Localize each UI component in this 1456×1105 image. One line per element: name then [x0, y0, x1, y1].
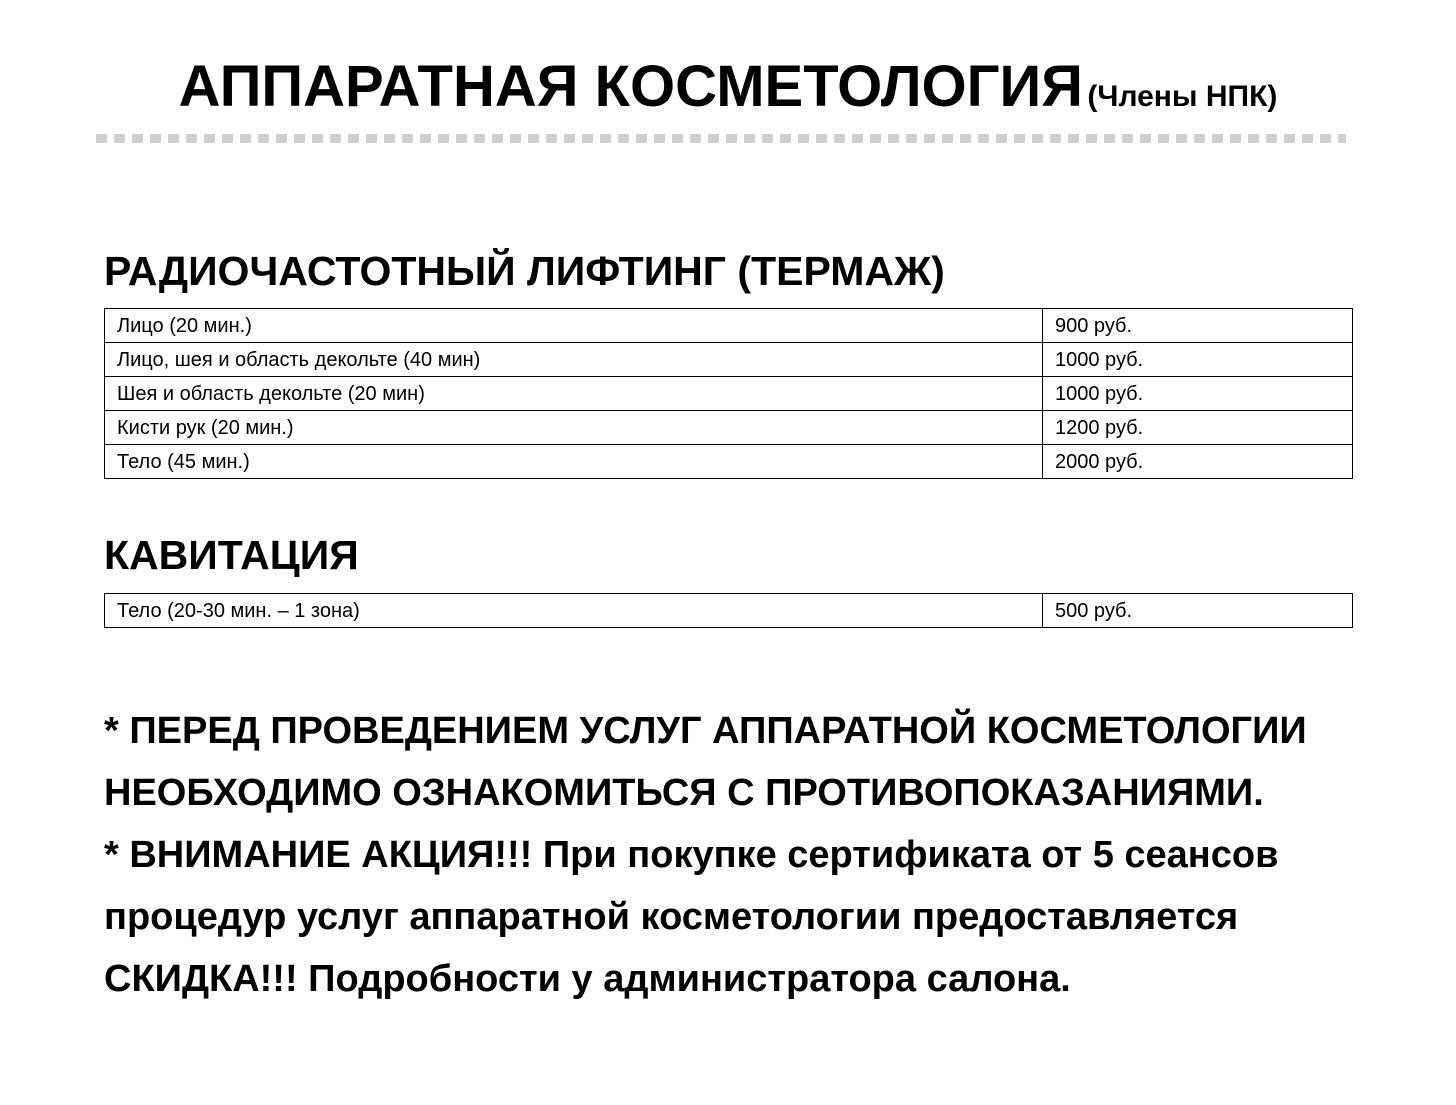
page-title-main: АППАРАТНАЯ КОСМЕТОЛОГИЯ [178, 54, 1083, 119]
table-row [105, 445, 1353, 479]
service-cell: Тело (45 мин.) [105, 445, 1043, 479]
price-cell: 1000 руб. [1043, 343, 1353, 377]
promotion-note: * ВНИМАНИЕ АКЦИЯ!!! При покупке сертификата от 5 сеансов процедур услуг аппаратной косметологии предоставляется СКИДКА!!! Подробности у администратора салона. [104, 834, 1279, 1000]
price-table-rf-lifting [104, 308, 1353, 479]
table-row [105, 594, 1353, 628]
table-row [105, 411, 1353, 445]
price-table-cavitation [104, 593, 1353, 628]
dotted-divider [96, 134, 1346, 143]
price-cell: 1000 руб. [1043, 377, 1353, 411]
notes-block [104, 700, 1354, 1010]
price-cell: 1200 руб. [1043, 411, 1353, 445]
service-cell: Шея и область декольте (20 мин) [105, 377, 1043, 411]
page-title-subtitle: (Члены НПК) [1087, 80, 1278, 113]
page-title [0, 54, 1456, 119]
section-heading-rf-lifting: РАДИОЧАСТОТНЫЙ ЛИФТИНГ (ТЕРМАЖ) [104, 248, 945, 294]
price-cell: 900 руб. [1043, 309, 1353, 343]
service-cell: Лицо, шея и область декольте (40 мин) [105, 343, 1043, 377]
service-cell: Тело (20-30 мин. – 1 зона) [105, 594, 1043, 628]
service-cell: Кисти рук (20 мин.) [105, 411, 1043, 445]
price-cell: 2000 руб. [1043, 445, 1353, 479]
section-heading-cavitation: КАВИТАЦИЯ [104, 532, 359, 578]
table-row [105, 309, 1353, 343]
service-cell: Лицо (20 мин.) [105, 309, 1043, 343]
table-row [105, 377, 1353, 411]
table-row [105, 343, 1353, 377]
price-cell: 500 руб. [1043, 594, 1353, 628]
contraindications-note: * ПЕРЕД ПРОВЕДЕНИЕМ УСЛУГ АППАРАТНОЙ КОСМЕТОЛОГИИ НЕОБХОДИМО ОЗНАКОМИТЬСЯ С ПРОТИВОПОКАЗАНИЯМИ. [104, 710, 1307, 814]
